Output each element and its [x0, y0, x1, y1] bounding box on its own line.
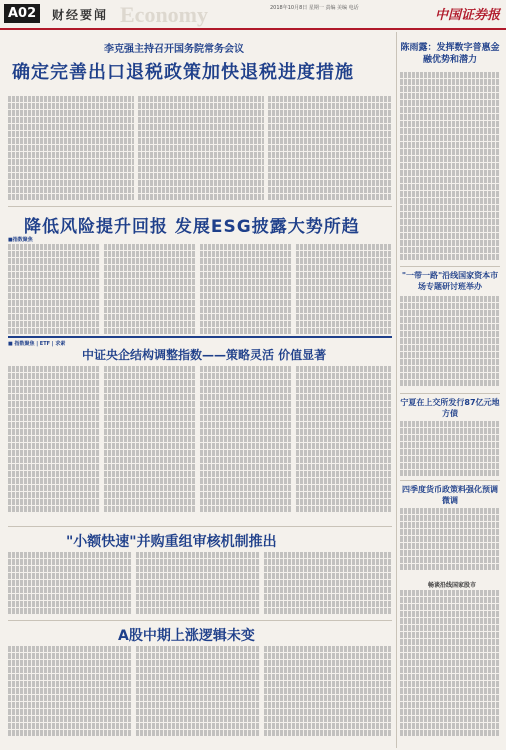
side-column-5 — [400, 590, 500, 746]
ashare-headline: A股中期上涨逻辑未变 — [118, 628, 255, 644]
esg-column-1 — [8, 244, 100, 340]
ashare-column-2 — [136, 646, 260, 746]
section-divider-2 — [8, 336, 392, 338]
merger-column-2 — [136, 552, 260, 618]
section-title-en: Economy — [120, 2, 208, 27]
merger-column-1 — [8, 552, 132, 618]
side-column-4 — [400, 508, 500, 576]
index-headline: 中证央企结构调整指数——策略灵活 价值显著 — [82, 348, 327, 362]
side-divider-1 — [400, 266, 500, 267]
side-headline-1: 陈雨露：发挥数字普惠金融优势和潜力 — [400, 43, 500, 65]
side-column-2 — [400, 296, 500, 391]
masthead: 中国证券报 — [434, 8, 500, 23]
lead-column-1 — [8, 96, 134, 200]
index-column-4 — [296, 366, 392, 522]
index-column-2 — [104, 366, 196, 522]
section-divider-3 — [8, 526, 392, 527]
index-column-1 — [8, 366, 100, 522]
side-column-3 — [400, 421, 500, 477]
index-column-3 — [200, 366, 292, 522]
section-title: 财经要闻 — [52, 8, 109, 22]
column-divider — [396, 32, 397, 748]
side-divider-2 — [400, 393, 500, 394]
top-rule — [0, 28, 506, 30]
esg-headline: 降低风险提升回报 发展ESG披露大势所趋 — [24, 217, 360, 237]
lead-column-3 — [268, 96, 392, 200]
side-divider-3 — [400, 480, 500, 481]
ashare-column-3 — [264, 646, 392, 746]
index-tag: ■ 指数聚焦 | ETF | 求索 — [8, 341, 66, 347]
merger-headline: "小额快速"并购重组审核机制推出 — [66, 534, 277, 550]
header-meta: 2018年10月8日 星期一 责编 美编 电话 — [270, 5, 359, 11]
esg-tag: ■指数聚焦 — [8, 237, 33, 243]
section-divider-1 — [8, 206, 392, 207]
side-column-1 — [400, 72, 500, 262]
esg-column-2 — [104, 244, 196, 340]
side-headline-2: "一带一路"沿线国家资本市场专题研讨班举办 — [401, 271, 499, 291]
side-headline-4: 四季度货币政策料强化预调微调 — [402, 485, 498, 505]
header-bar — [0, 0, 506, 30]
lead-headline: 确定完善出口退税政策加快退税进度措施 — [12, 62, 354, 83]
page-number: A02 — [4, 4, 40, 23]
esg-column-4 — [296, 244, 392, 340]
side-headline-3: 宁夏在上交所发行87亿元地方债 — [400, 398, 500, 418]
esg-column-3 — [200, 244, 292, 340]
lead-column-2 — [138, 96, 264, 200]
ashare-column-1 — [8, 646, 132, 746]
side-headline-5: 畅谈沿线国家股市 — [427, 582, 476, 589]
section-divider-4 — [8, 620, 392, 621]
lead-subtitle: 李克强主持召开国务院常务会议 — [104, 44, 244, 55]
merger-column-3 — [264, 552, 392, 618]
